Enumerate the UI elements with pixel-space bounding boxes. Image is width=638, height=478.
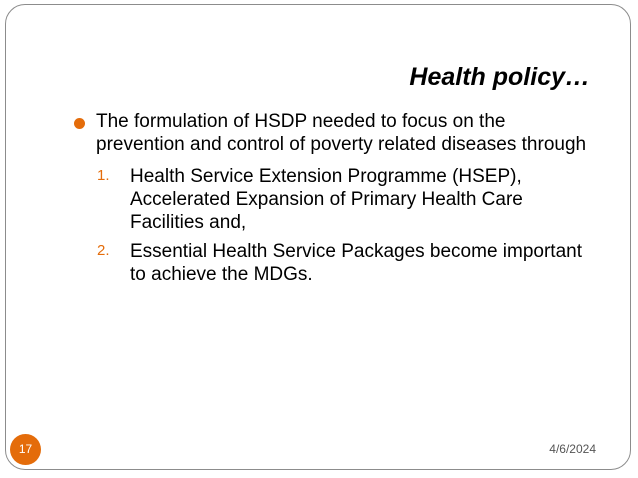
list-item-text: Essential Health Service Packages become important to achieve the MDGs. xyxy=(130,241,583,285)
bullet-block xyxy=(74,110,594,292)
numbered-list xyxy=(74,165,594,286)
list-item-number: 1. xyxy=(97,167,110,184)
page-number-badge: 17 xyxy=(10,434,41,465)
list-item-text: Health Service Extension Programme (HSEP), Accelerated Expansion of Primary Health Care Facilities and, xyxy=(130,166,523,233)
bullet-text: The formulation of HSDP needed to focus on the prevention and control of poverty related diseases through xyxy=(96,111,587,155)
slide-date: 4/6/2024 xyxy=(549,442,596,456)
list-item xyxy=(74,165,594,234)
slide-title: Health policy… xyxy=(409,63,590,91)
slide-frame xyxy=(5,4,631,470)
bullet-dot-icon xyxy=(74,118,85,129)
list-item xyxy=(74,240,594,286)
list-item-number: 2. xyxy=(97,242,110,259)
